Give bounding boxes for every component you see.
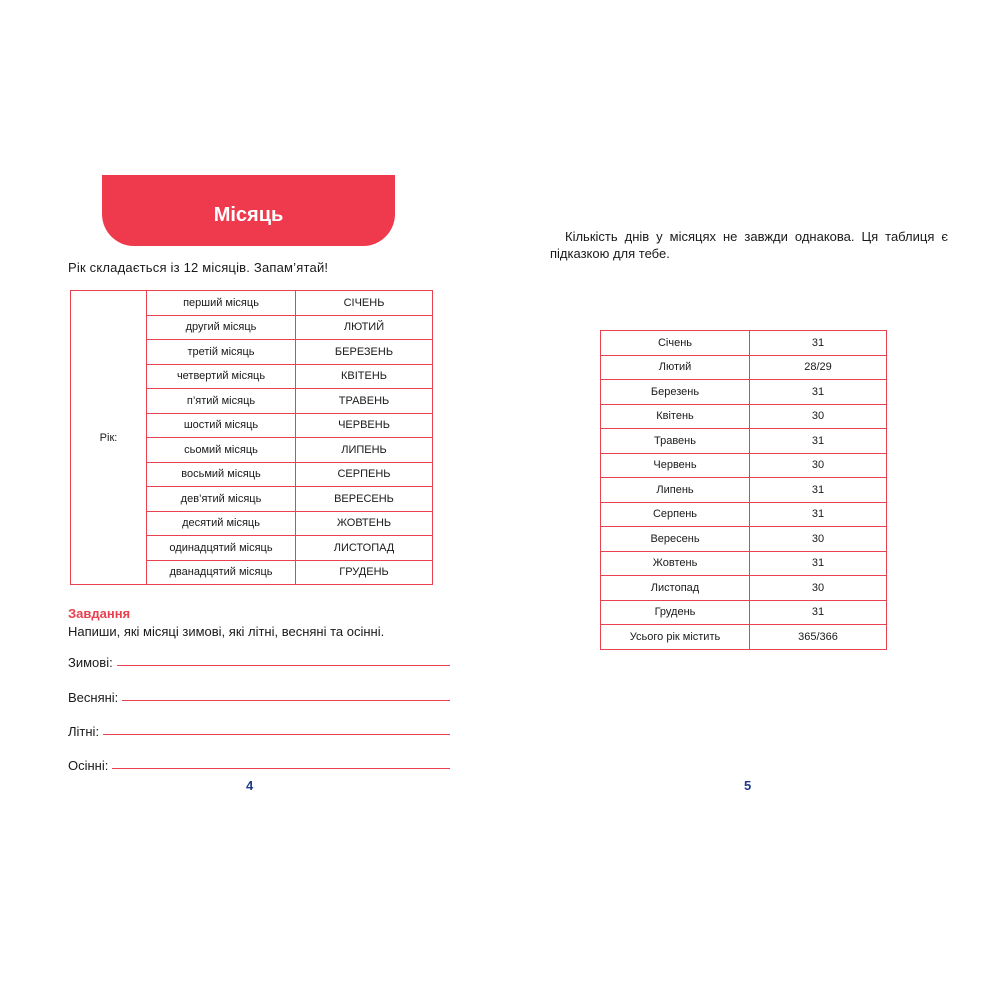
answer-row [68,719,450,739]
month-ordinal: другий місяць [147,315,296,340]
days-count: 28/29 [750,355,887,380]
days-row [601,502,887,527]
month-ordinal: шостий місяць [147,413,296,438]
answer-label: Зимові: [68,655,113,670]
days-month: Травень [601,429,750,454]
days-row [601,453,887,478]
answer-row [68,685,450,705]
days-count: 365/366 [750,625,887,650]
answer-row [68,650,450,670]
days-month: Березень [601,380,750,405]
month-name: ВЕРЕСЕНЬ [296,487,433,512]
month-name: ГРУДЕНЬ [296,560,433,585]
title-banner [102,175,395,246]
days-month: Жовтень [601,551,750,576]
task-text: Напиши, які місяці зимові, які літні, весняні та осінні. [68,624,385,639]
page-title: Місяць [213,204,284,226]
days-month: Червень [601,453,750,478]
days-month: Лютий [601,355,750,380]
answer-row [68,753,450,773]
days-count: 31 [750,380,887,405]
month-ordinal: перший місяць [147,291,296,316]
days-row [601,478,887,503]
answer-line[interactable] [112,768,450,769]
month-ordinal: п’ятий місяць [147,389,296,414]
answer-label: Осінні: [68,758,109,773]
answer-line[interactable] [117,665,450,666]
days-month: Січень [601,331,750,356]
days-count: 30 [750,453,887,478]
days-row [601,576,887,601]
days-row [601,355,887,380]
days-count: 30 [750,576,887,601]
days-row [601,429,887,454]
month-name: ТРАВЕНЬ [296,389,433,414]
answer-line[interactable] [103,734,450,735]
month-ordinal: третій місяць [147,340,296,365]
page-number-right: 5 [744,778,752,793]
days-row [601,551,887,576]
month-ordinal: дванадцятий місяць [147,560,296,585]
days-month: Листопад [601,576,750,601]
month-name: СІЧЕНЬ [296,291,433,316]
days-row [601,380,887,405]
month-name: ЖОВТЕНЬ [296,511,433,536]
month-ordinal: одинадцятий місяць [147,536,296,561]
days-month: Серпень [601,502,750,527]
month-ordinal: восьмий місяць [147,462,296,487]
intro-text-right: Кількість днів у місяцях не завжди однакова. Ця таблиця є підказкою для тебе. [550,229,948,261]
days-month: Квітень [601,404,750,429]
days-count: 31 [750,478,887,503]
month-ordinal: четвертий місяць [147,364,296,389]
days-month: Липень [601,478,750,503]
month-ordinal: дев’ятий місяць [147,487,296,512]
days-count: 30 [750,404,887,429]
days-count: 31 [750,502,887,527]
month-row [71,291,433,316]
month-name: ЛЮТИЙ [296,315,433,340]
month-name: ЛИСТОПАД [296,536,433,561]
month-name: КВІТЕНЬ [296,364,433,389]
days-count: 31 [750,429,887,454]
month-name: СЕРПЕНЬ [296,462,433,487]
days-month: Вересень [601,527,750,552]
months-table [70,290,433,585]
month-name: ЧЕРВЕНЬ [296,413,433,438]
days-table [600,330,887,650]
month-ordinal: сьомий місяць [147,438,296,463]
answer-label: Літні: [68,724,100,739]
days-row [601,625,887,650]
answer-line[interactable] [122,700,450,701]
days-month: Грудень [601,600,750,625]
days-month: Усього рік містить [601,625,750,650]
month-name: БЕРЕЗЕНЬ [296,340,433,365]
days-row [601,404,887,429]
days-row [601,331,887,356]
year-label: Рік: [71,291,147,585]
days-count: 30 [750,527,887,552]
days-row [601,600,887,625]
page-number-left: 4 [246,778,254,793]
month-ordinal: десятий місяць [147,511,296,536]
days-count: 31 [750,600,887,625]
days-count: 31 [750,551,887,576]
month-name: ЛИПЕНЬ [296,438,433,463]
task-title: Завдання [68,606,131,621]
intro-text: Рік складається із 12 місяців. Запам’ятай! [68,260,329,275]
days-count: 31 [750,331,887,356]
days-row [601,527,887,552]
answer-label: Весняні: [68,690,119,705]
